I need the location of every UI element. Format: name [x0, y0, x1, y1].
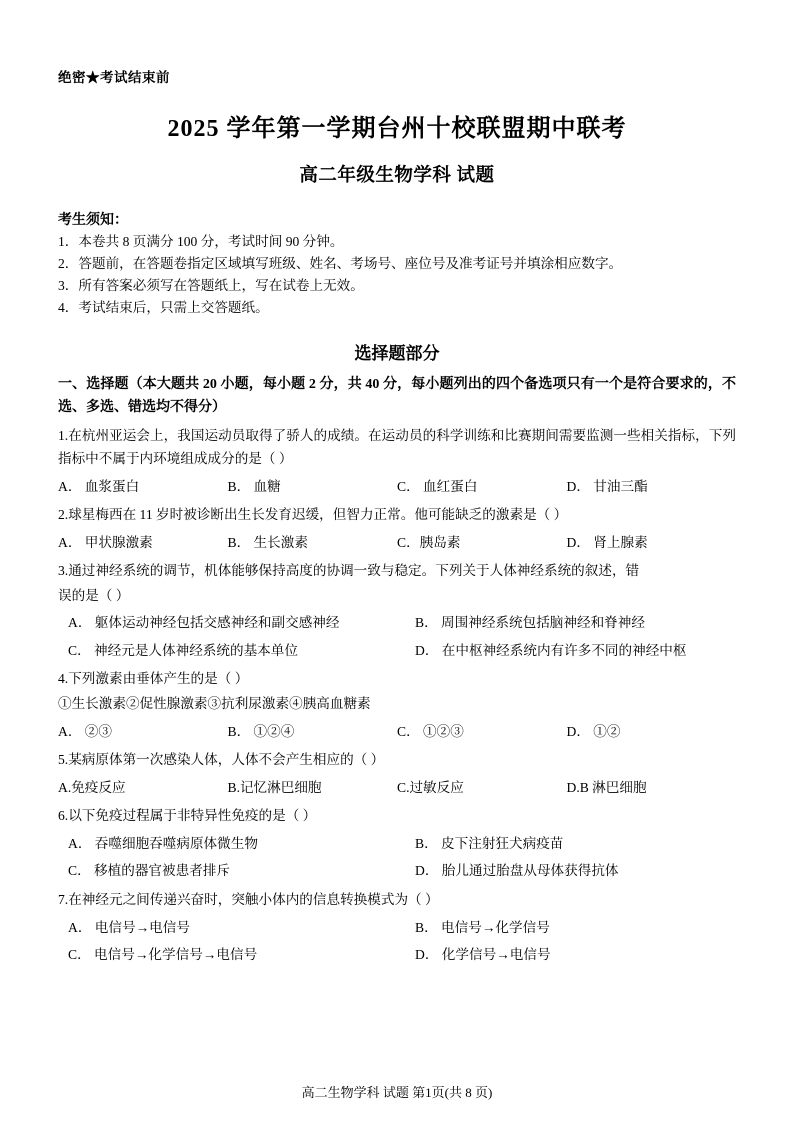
option[interactable]: A． 血浆蛋白: [58, 478, 140, 494]
option[interactable]: B． 周围神经系统包括脑神经和脊神经: [415, 615, 645, 631]
option[interactable]: A.免疫反应: [58, 779, 126, 795]
option[interactable]: D． ①②: [566, 723, 621, 739]
big-question-heading: 一、选择题（本大题共 20 小题，每小题 2 分，共 40 分，每小题列出的四个备选项只有一个是符合要求的，不选、多选、错选均不得分）: [58, 377, 736, 415]
option[interactable]: B． ①②④: [227, 723, 295, 739]
notice-heading: 考生须知：: [58, 213, 128, 228]
question-item: [58, 805, 736, 883]
option[interactable]: C． 血红蛋白: [397, 478, 478, 494]
question-stem: 4.下列激素由垂体产生的是（ ）: [58, 671, 249, 687]
question-stem: 3.通过神经系统的调节，机体能够保持高度的协调一致与稳定。下列关于人体神经系统的叙述，错: [58, 563, 640, 579]
page-title: 2025 学年第一学期台州十校联盟期中联考: [167, 116, 627, 142]
option-row: [58, 721, 736, 744]
option[interactable]: A． 电信号→电信号: [68, 919, 190, 935]
notice-item: 3．所有答案必须写在答题纸上，写在试卷上无效。: [58, 278, 364, 294]
question-stem: 5.某病原体第一次感染人体，人体不会产生相应的（ ）: [58, 752, 385, 768]
option-row: [58, 860, 736, 883]
option[interactable]: A． ②③: [58, 723, 112, 739]
option-row: [58, 944, 736, 967]
option[interactable]: C． 电信号→化学信号→电信号: [68, 947, 258, 963]
section-title-choice: 选择题部分: [354, 344, 440, 364]
option[interactable]: D． 肾上腺素: [566, 534, 648, 550]
question-stem: 2.球星梅西在 11 岁时被诊断出生长发育迟缓，但智力正常。他可能缺乏的激素是（ ）: [58, 507, 568, 523]
option[interactable]: D． 胎儿通过胎盘从母体获得抗体: [415, 863, 619, 879]
option[interactable]: C.过敏反应: [397, 779, 464, 795]
option[interactable]: D． 化学信号→电信号: [415, 947, 551, 963]
option-row: [58, 640, 736, 663]
notice-item: 1．本卷共 8 页满分 100 分，考试时间 90 分钟。: [58, 234, 344, 249]
option[interactable]: C． 移植的器官被患者排斥: [68, 863, 230, 879]
question-item: [58, 504, 736, 554]
question-item: [58, 425, 736, 498]
notice-item: 2．答题前，在答题卷指定区域填写班级、姓名、考场号、座位号及准考证号并填涂相应数字。: [58, 256, 623, 272]
option[interactable]: B． 血糖: [227, 478, 281, 494]
question-sub-items: ①生长激素②促性腺激素③抗利尿激素④胰高血糖素: [58, 696, 371, 712]
option-row: [58, 917, 736, 940]
question-stem: 1.在杭州亚运会上，我国运动员取得了骄人的成绩。在运动员的科学训练和比赛期间需要监测一些相关指标，下列指标中不属于内环境组成成分的是（ ）: [58, 428, 736, 466]
option[interactable]: D． 甘油三酯: [566, 478, 648, 494]
question-item: [58, 668, 736, 743]
option[interactable]: D． 在中枢神经系统内有许多不同的神经中枢: [415, 642, 687, 658]
question-item: [58, 560, 736, 662]
question-stem: 7.在神经元之间传递兴奋时，突触小体内的信息转换模式为（ ）: [58, 891, 439, 907]
question-item: [58, 889, 736, 967]
option[interactable]: A． 甲状腺激素: [58, 534, 153, 550]
question-item: [58, 749, 736, 799]
notice-item: 4．考试结束后，只需上交答题纸。: [58, 300, 269, 316]
option[interactable]: B． 皮下注射狂犬病疫苗: [415, 835, 564, 851]
option-row: [58, 777, 736, 800]
option[interactable]: C． 神经元是人体神经系统的基本单位: [68, 642, 298, 658]
option-row: [58, 476, 736, 499]
option-row: [58, 532, 736, 555]
question-stem-cont: 误的是（ ）: [58, 587, 130, 603]
option-row: [58, 833, 736, 856]
option[interactable]: C． ①②③: [397, 723, 464, 739]
question-stem: 6.以下免疫过程属于非特异性免疫的是（ ）: [58, 808, 317, 824]
secret-label: 绝密★考试结束前: [58, 70, 170, 85]
option[interactable]: B． 电信号→化学信号: [415, 919, 550, 935]
page-subtitle: 高二年级生物学科 试题: [299, 166, 495, 186]
option[interactable]: A． 躯体运动神经包括交感神经和副交感神经: [68, 615, 340, 631]
option[interactable]: D.B 淋巴细胞: [566, 779, 647, 795]
option[interactable]: C．胰岛素: [397, 534, 461, 550]
option[interactable]: A． 吞噬细胞吞噬病原体微生物: [68, 835, 258, 851]
option-row: [58, 612, 736, 635]
option[interactable]: B． 生长激素: [227, 534, 308, 550]
page-footer: 高二生物学科 试题 第1页(共 8 页): [301, 1085, 493, 1100]
option[interactable]: B.记忆淋巴细胞: [227, 779, 322, 795]
